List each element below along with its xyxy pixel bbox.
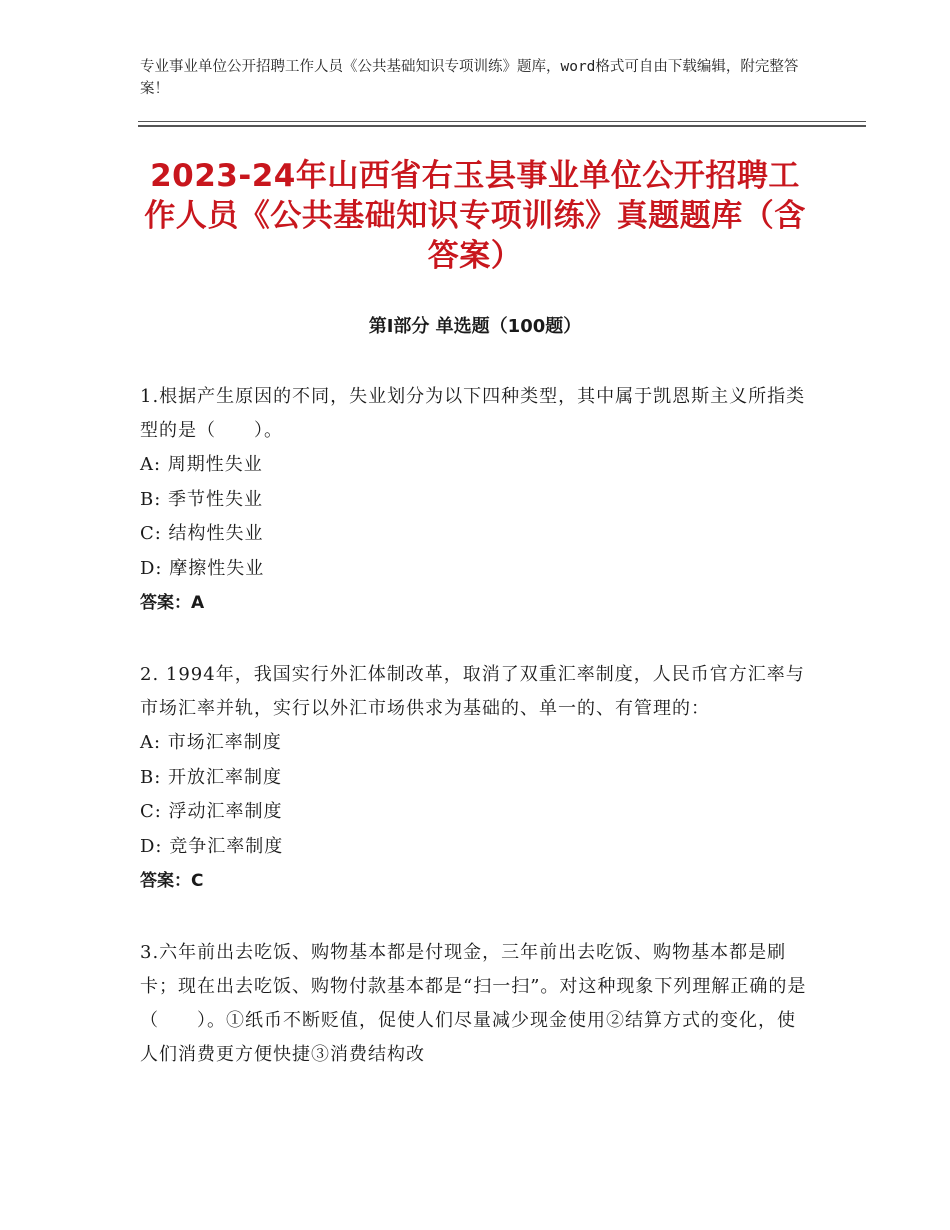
question-3 xyxy=(140,936,812,1072)
option-a: A: 周期性失业 xyxy=(140,454,263,475)
question-1 xyxy=(140,380,812,620)
option-b: B: 季节性失业 xyxy=(140,488,264,510)
option-d: D: 摩擦性失业 xyxy=(140,557,265,579)
header-divider-thick xyxy=(138,125,866,127)
document-header-note: 专业事业单位公开招聘工作人员《公共基础知识专项训练》题库，word格式可自由下载编辑，附完整答案！ xyxy=(140,59,799,97)
header-divider xyxy=(138,121,866,122)
question-stem: 3.六年前出去吃饭、购物基本都是付现金，三年前出去吃饭、购物基本都是刷卡；现在出去吃饭、购物付款基本都是“扫一扫”。对这种现象下列理解正确的是（ ）。①纸币不断贬值，促使人们尽量减少现金使用②结算方式的变化，使人们消费更方便快捷③消费结构改 xyxy=(140,942,807,1065)
question-2 xyxy=(140,658,812,898)
option-a: A: 市场汇率制度 xyxy=(140,732,282,753)
section-title: 第Ⅰ部分 单选题（100题） xyxy=(368,316,582,337)
answer-label: 答案：A xyxy=(140,593,205,613)
option-c: C: 浮动汇率制度 xyxy=(140,801,283,822)
question-list xyxy=(140,380,812,1110)
answer-label: 答案：C xyxy=(140,871,204,891)
question-stem: 1.根据产生原因的不同，失业划分为以下四种类型，其中属于凯恩斯主义所指类型的是（ ）。 xyxy=(140,386,806,441)
question-stem: 2. 1994年，我国实行外汇体制改革，取消了双重汇率制度，人民币官方汇率与市场汇率并轨，实行以外汇市场供求为基础的、单一的、有管理的： xyxy=(140,664,805,719)
option-d: D: 竞争汇率制度 xyxy=(140,835,284,857)
document-title: 2023-24年山西省右玉县事业单位公开招聘工作人员《公共基础知识专项训练》真题题库（含答案） xyxy=(144,158,806,274)
option-c: C: 结构性失业 xyxy=(140,523,264,544)
option-b: B: 开放汇率制度 xyxy=(140,766,283,788)
